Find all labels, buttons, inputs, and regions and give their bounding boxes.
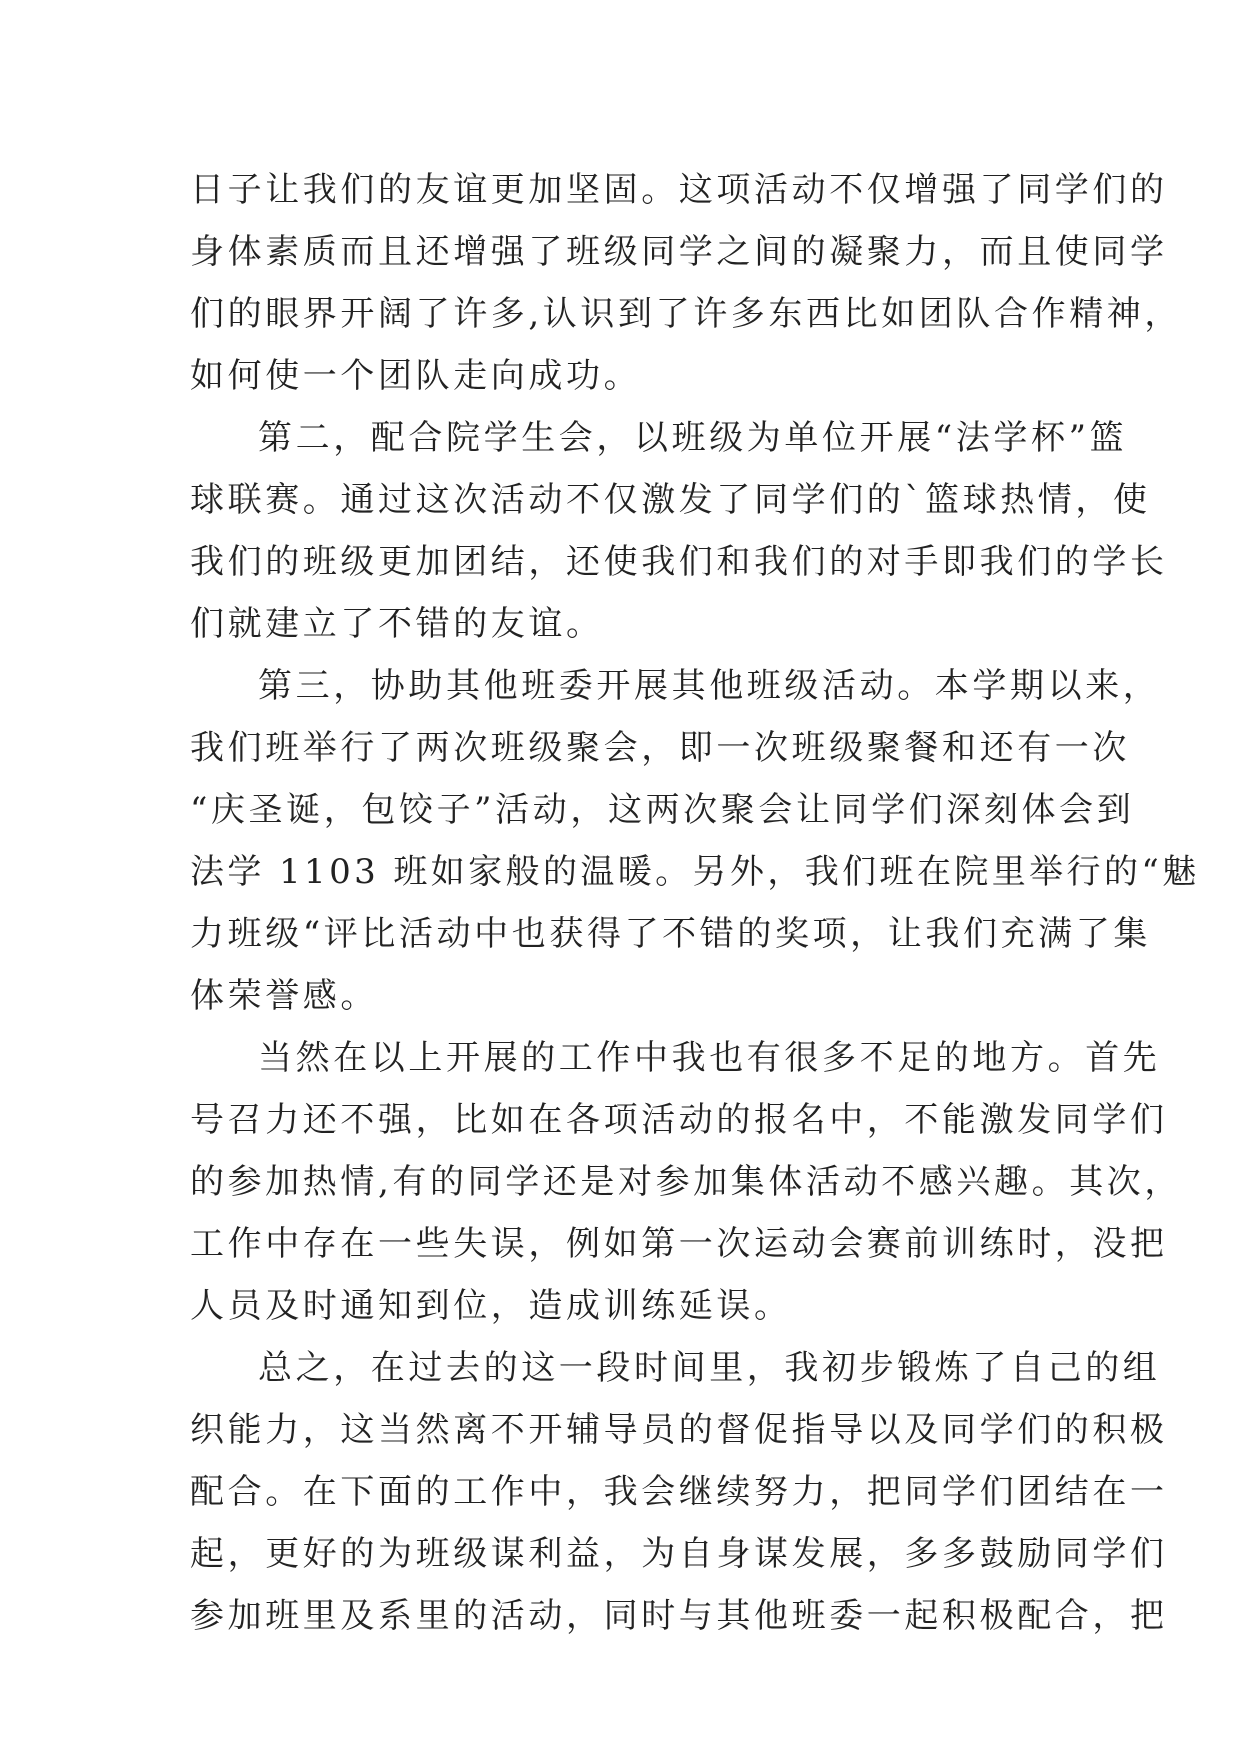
text-line: 总之，在过去的这一段时间里，我初步锻炼了自己的组 [258, 1348, 1161, 1388]
text-line: “庆圣诞，包饺子”活动，这两次聚会让同学们深刻体会到 [190, 790, 1135, 830]
text-line: 力班级“评比活动中也获得了不错的奖项，让我们充满了集 [190, 914, 1151, 954]
text-line: 身体素质而且还增强了班级同学之间的凝聚力，而且使同学 [190, 232, 1168, 272]
text-line: 人员及时通知到位，造成训练延误。 [190, 1286, 792, 1326]
text-line: 织能力，这当然离不开辅导员的督促指导以及同学们的积极 [190, 1410, 1168, 1450]
text-line: 第二，配合院学生会，以班级为单位开展“法学杯”篮 [258, 418, 1128, 458]
text-line: 球联赛。通过这次活动不仅激发了同学们的`篮球热情，使 [190, 480, 1151, 520]
text-line: 如何使一个团队走向成功。 [190, 356, 642, 396]
text-line: 法学 1103 班如家般的温暖。另外，我们班在院里举行的“魅 [190, 852, 1200, 892]
text-line: 们就建立了不错的友谊。 [190, 604, 604, 644]
text-line: 工作中存在一些失误，例如第一次运动会赛前训练时，没把 [190, 1224, 1168, 1264]
text-line: 第三，协助其他班委开展其他班级活动。本学期以来， [258, 666, 1161, 706]
text-line: 当然在以上开展的工作中我也有很多不足的地方。首先 [258, 1038, 1161, 1078]
body-text [190, 159, 1200, 1647]
text-line: 起，更好的为班级谋利益，为自身谋发展，多多鼓励同学们 [190, 1534, 1168, 1574]
text-line: 我们班举行了两次班级聚会，即一次班级聚餐和还有一次 [190, 728, 1130, 768]
text-line: 日子让我们的友谊更加坚固。这项活动不仅增强了同学们的 [190, 170, 1168, 210]
text-line: 体荣誉感。 [190, 976, 378, 1016]
text-line: 参加班里及系里的活动，同时与其他班委一起积极配合，把 [190, 1596, 1168, 1636]
text-line: 我们的班级更加团结，还使我们和我们的对手即我们的学长 [190, 542, 1168, 582]
text-line: 号召力还不强，比如在各项活动的报名中，不能激发同学们 [190, 1100, 1168, 1140]
text-line: 们的眼界开阔了许多,认识到了许多东西比如团队合作精神， [190, 294, 1183, 334]
text-line: 的参加热情,有的同学还是对参加集体活动不感兴趣。其次， [190, 1162, 1183, 1202]
text-line: 配合。在下面的工作中，我会继续努力，把同学们团结在一 [190, 1472, 1168, 1512]
